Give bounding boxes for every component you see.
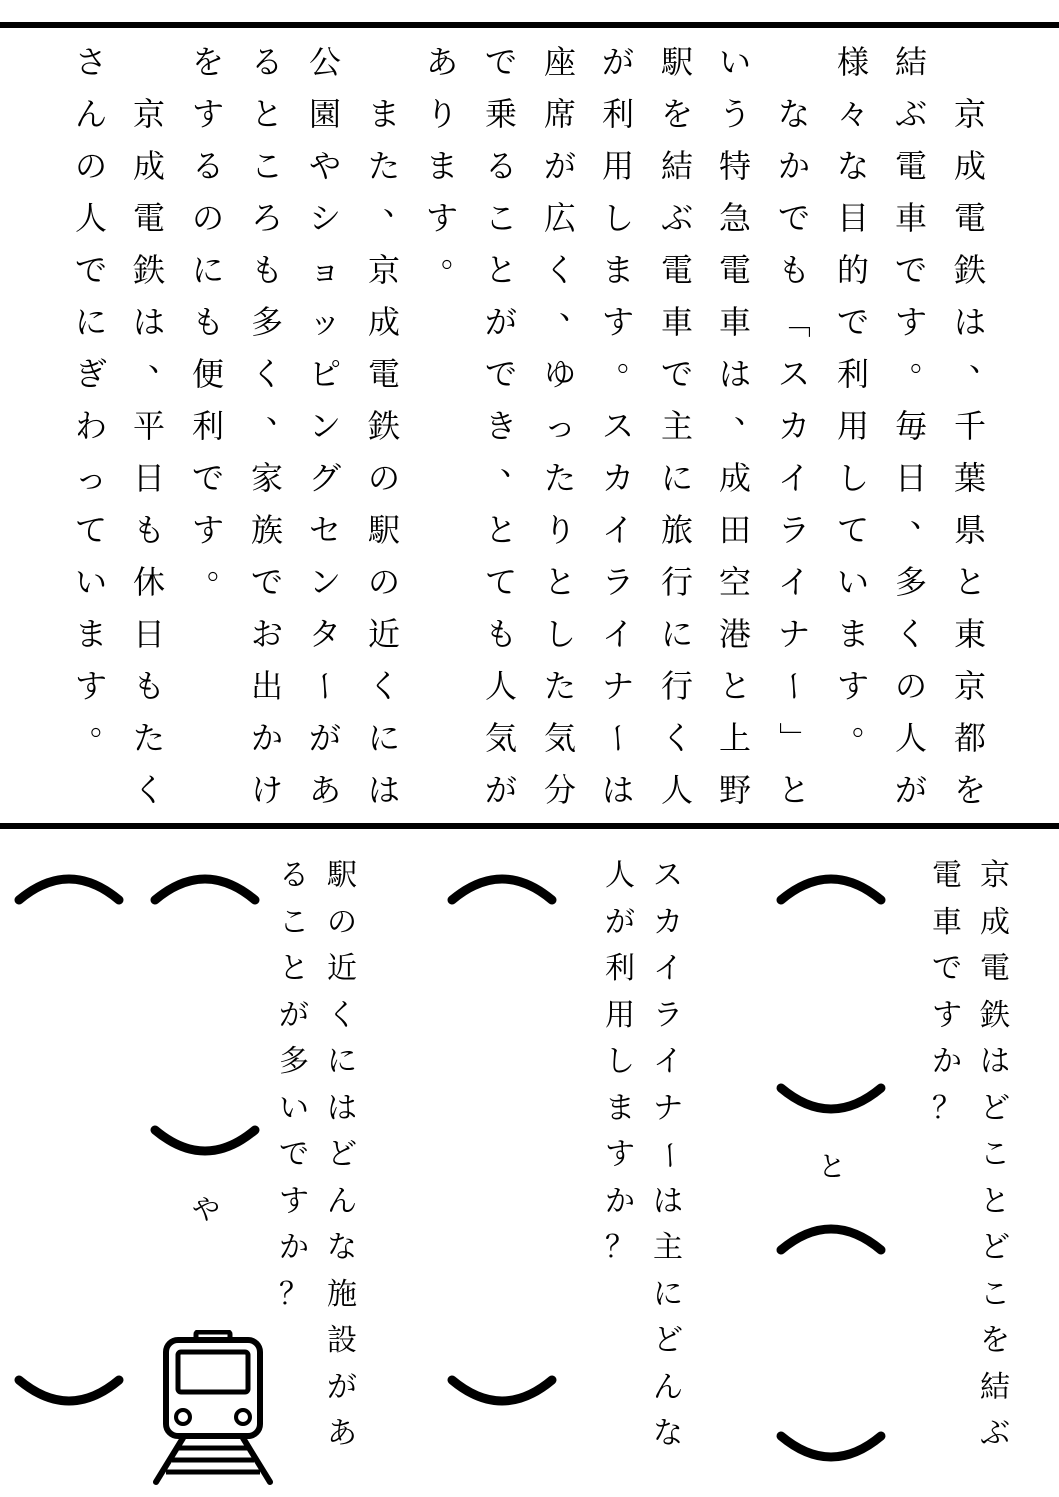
train-icon — [148, 1330, 278, 1485]
answer-3b-open-bracket — [14, 868, 124, 908]
passage-column: る と こ ろ も 多 く 、 家 族 で お 出 か け — [250, 43, 298, 809]
question-2-line-1: ス カ イ ラ イ ナ ー は 主 に ど ん な — [651, 858, 687, 1451]
passage-column: 京 成 電 鉄 は 、 平 日 も 休 日 も た く — [132, 95, 180, 809]
question-3-line-1: 駅 の 近 く に は ど ん な 施 設 が あ — [327, 858, 357, 1451]
passage-column: あ り ま す 。 — [425, 43, 473, 274]
passage-column: さ ん の 人 で に ぎ わ っ て い ま す 。 — [74, 43, 122, 742]
answer-2-open-bracket — [447, 868, 557, 908]
question-1-line-1: 京 成 電 鉄 は ど こ と ど こ を 結 ぶ — [980, 858, 1010, 1451]
passage-column: 公 園 や シ ョ ッ ピ ン グ セ ン タ ー が あ — [306, 43, 344, 809]
answer-3a-close-bracket — [150, 1122, 260, 1162]
passage-column: ま た 、 京 成 電 鉄 の 駅 の 近 く に は — [367, 95, 415, 809]
top-rule — [0, 22, 1059, 28]
passage-column: を す る の に も 便 利 で す 。 — [191, 43, 239, 586]
question-3-line-2: る こ と が 多 い で す か ？ — [279, 858, 309, 1312]
answer-1-connector: と — [817, 1150, 846, 1183]
middle-rule — [0, 823, 1059, 829]
answer-3-connector: や — [191, 1193, 220, 1226]
answer-3b-close-bracket — [14, 1372, 124, 1412]
passage-column: 結 ぶ 電 車 で す 。 毎 日 、 多 く の 人 が — [894, 43, 942, 809]
answer-1a-open-bracket — [776, 868, 886, 908]
answer-1b-close-bracket — [776, 1428, 886, 1468]
passage-column: 京 成 電 鉄 は 、 千 葉 県 と 東 京 都 を — [953, 95, 1001, 809]
passage-column: が 利 用 し ま す 。 ス カ イ ラ イ ナ ー は — [599, 43, 649, 809]
answer-1a-close-bracket — [776, 1080, 886, 1120]
passage-column: 様 々 な 目 的 で 利 用 し て い ま す 。 — [836, 43, 884, 742]
passage-column: 座 席 が 広 く 、 ゆ っ た り と し た 気 分 — [543, 43, 591, 809]
question-2-line-2: 人 が 利 用 し ま す か ？ — [605, 858, 635, 1265]
answer-3a-open-bracket — [150, 868, 260, 908]
question-1-line-2: 電 車 で す か ？ — [932, 858, 962, 1126]
answer-2-close-bracket — [447, 1372, 557, 1412]
passage-column: な か で も 「 ス カ イ ラ イ ナ ー 」 と — [775, 95, 813, 809]
passage-column: い う 特 急 電 車 は 、 成 田 空 港 と 上 野 — [718, 43, 766, 809]
passage-column: で 乗 る こ と が で き 、 と て も 人 気 が — [484, 43, 532, 809]
passage-column: 駅 を 結 ぶ 電 車 で 主 に 旅 行 に 行 く 人 — [660, 43, 693, 809]
answer-1b-open-bracket — [776, 1218, 886, 1258]
